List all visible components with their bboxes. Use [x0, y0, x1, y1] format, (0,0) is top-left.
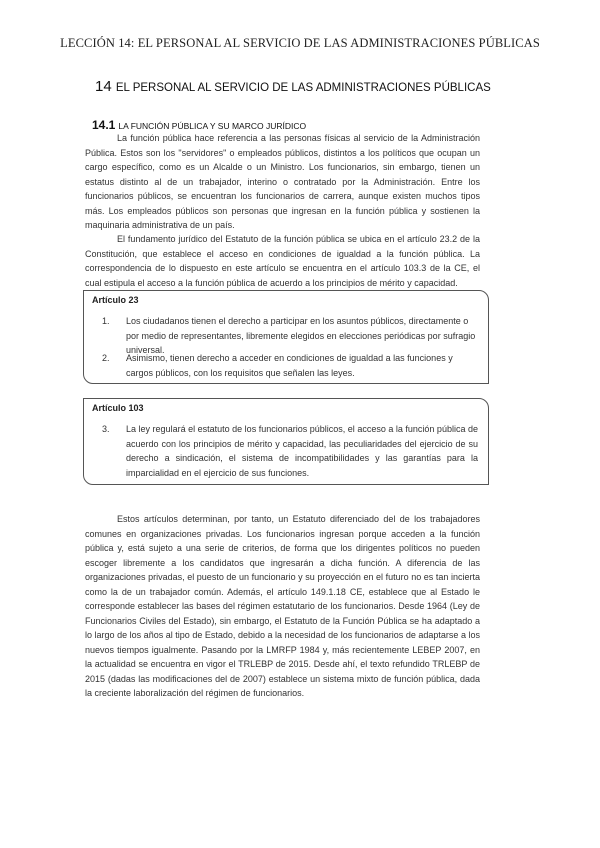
- subsection-title-text: LA FUNCIÓN PÚBLICA Y SU MARCO JURÍDICO: [118, 121, 307, 131]
- running-header: LECCIÓN 14: EL PERSONAL AL SERVICIO DE LAS ADMINISTRACIONES PÚBLICAS: [60, 36, 540, 50]
- article-23-item-2: 2. Asimismo, tienen derecho a acceder en condiciones de igualdad a las funciones y cargos públicos, con los requisitos que señalen las leyes.: [102, 353, 453, 378]
- subsection-title: [92, 118, 306, 132]
- legal-basis-paragraph: El fundamento jurídico del Estatuto de la función pública se ubica en el artículo 23.2 de la Constitución, que establece el acceso en condiciones de igualdad a la función pública. La correspondencia de lo dispuesto en este artículo se encuentra en el artículo 103.3 de la CE, el cual estipula el acceso a la función pública de acuerdo a los principios de mérito y capacidad.: [85, 234, 480, 288]
- intro-paragraph: La función pública hace referencia a las personas físicas al servicio de la Administración Pública. Estos son los "servidores" o empleados públicos, distintos a los políticos que ocupan un cargo específico, como es un Alcalde o un Ministro. Los funcionarios, sin embargo, tienen un estatus distinto al de un trabajador, interino o contratado por la Administración. Entre los funcionarios públicos, se encuentran los funcionarios de carrera, aunque existen muchos tipos más. Los empleados públicos son personas que ingresan en la función pública y sostienen la maquinaria administrativa de un país.: [85, 133, 480, 230]
- article-103-item-3: 3. La ley regulará el estatuto de los funcionarios públicos, el acceso a la función pública de acuerdo con los principios de mérito y capacidad, las peculiaridades del ejercicio de su derecho a sindicación, el sistema de incompatibilidades y las garantías para la imparcialidad en el ejercicio de sus funciones.: [102, 424, 478, 478]
- article-23-box: [83, 290, 489, 384]
- section-title: [95, 78, 491, 95]
- section-title-text: EL PERSONAL AL SERVICIO DE LAS ADMINISTRACIONES PÚBLICAS: [115, 82, 491, 94]
- closing-paragraph: Estos artículos determinan, por tanto, un Estatuto diferenciado del de los trabajadores comunes en organizaciones privadas. Los funcionarios ingresan porque acceden a la función pública y, está sujeto a una serie de criterios, de forma que los dirigentes políticos no pueden escoger libremente a los candidatos que ingresarán a dicha función. A diferencia de las organizaciones privadas, el puesto de un funcionario y su proyección en el futuro no es tan incierta como la de un trabajador común. Además, el artículo 149.1.18 CE, establece que al Estado le corresponde establecer las bases del régimen estatutario de los funcionarios. Desde 1964 (Ley de Funcionarios Civiles del Estado), sin embargo, el Estatuto de la Función Pública se ha adaptado a lo largo de los años al tipo de Estado, debido a la necesidad de los funcionarios de adaptarse a los nuevos tiempos igualmente. Pasando por la LMRFP 1984 y, más recientemente LEBEP 2007, en la actualidad se encuentra en vigor el TRLEBP de 2015. Desde ahí, el texto refundido TRLEBP de 2015 (dadas las modificaciones del de 2007) establece un sistema mixto de función pública, dada la creciente laboralización del régimen de funcionarios.: [85, 514, 480, 698]
- article-23-item-1: 1. Los ciudadanos tienen el derecho a participar en los asuntos públicos, directamente o por medio de representantes, libremente elegidos en elecciones periódicas por sufragio universal.: [102, 316, 476, 355]
- subsection-number: 14.1: [92, 118, 116, 132]
- article-103-label: Artículo 103: [92, 403, 144, 413]
- article-103-box: [83, 398, 489, 485]
- article-23-label: Artículo 23: [92, 295, 139, 305]
- section-number: 14: [95, 78, 112, 95]
